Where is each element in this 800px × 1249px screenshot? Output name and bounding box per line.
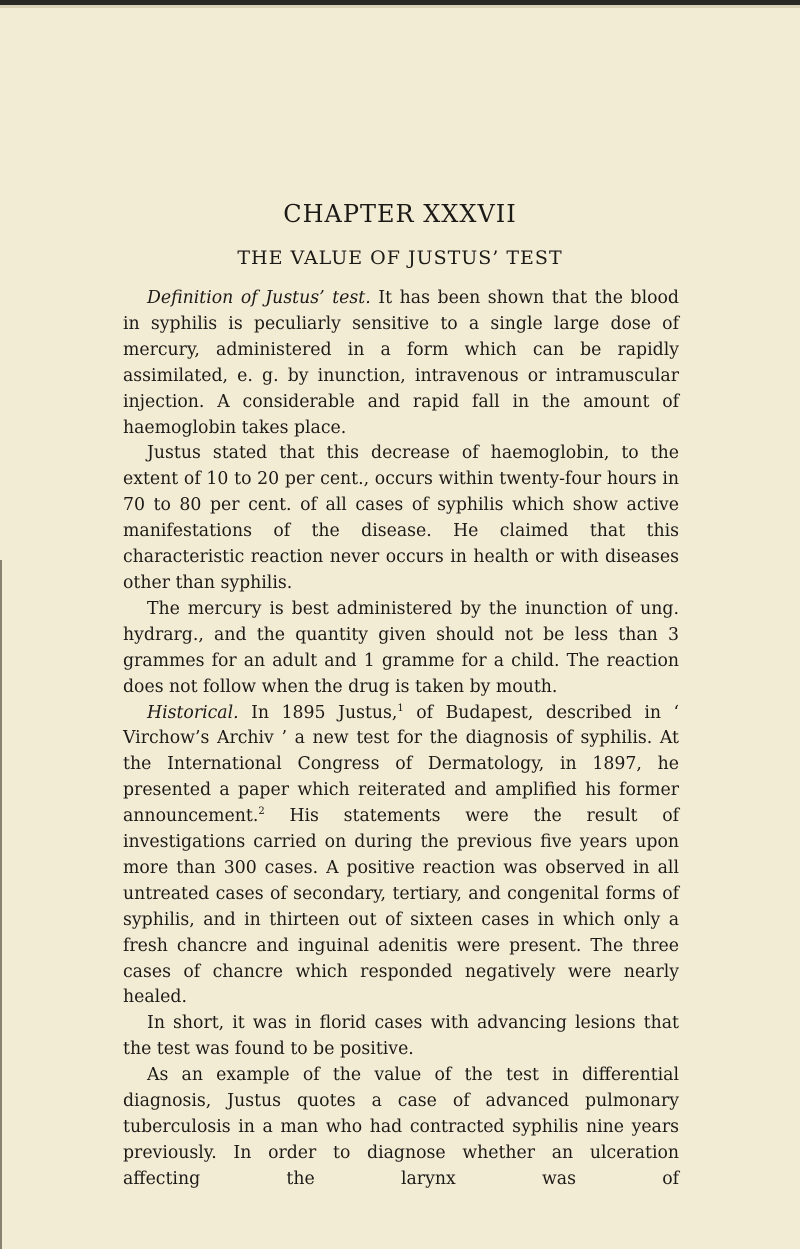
paragraph-historical bbox=[123, 701, 679, 1012]
paragraph-example bbox=[123, 1063, 679, 1193]
chapter-title: THE VALUE OF JUSTUS’ TEST bbox=[237, 247, 563, 269]
historical-run-in-heading: Historical. bbox=[147, 702, 239, 723]
definition-text: It has been shown that the blood in syphilis is peculiarly sensitive to a single large dose of mercury, administered in a form which can be rapidly assimilated, e. g. by inunction, intravenous or intramuscular injection. A considerable and rapid fall in the amount of haemoglobin takes place. bbox=[123, 288, 679, 438]
chapter-heading: CHAPTER XXXVII bbox=[283, 200, 517, 228]
justus-claim-text: Justus stated that this decrease of haemoglobin, to the extent of 10 to 20 per cent., occurs within twenty-four hours in 70 to 80 per cent. of all cases of syphilis which show active manifestations of the disease. He claimed that this characteristic reaction never occurs in health or with diseases other than syphilis. bbox=[123, 443, 679, 593]
paragraph-florid-cases bbox=[123, 1011, 679, 1063]
page-top-shadow bbox=[0, 5, 800, 8]
paragraph-justus-claim bbox=[123, 441, 679, 596]
paragraph-definition bbox=[123, 286, 679, 441]
example-text: As an example of the value of the test in differential diagnosis, Justus quotes a case of advanced pulmonary tuberculosis in a man who had contracted syphilis nine years previously. In order to diagnose whether an ulceration affecting the larynx was of bbox=[123, 1065, 679, 1189]
florid-cases-text: In short, it was in florid cases with advancing lesions that the test was found to be positive. bbox=[123, 1013, 679, 1060]
footnote-marker-2: 2 bbox=[258, 806, 265, 818]
historical-text-part-1: In 1895 Justus, bbox=[238, 702, 398, 723]
binding-gutter-line bbox=[0, 560, 2, 1249]
paragraph-administration bbox=[123, 597, 679, 701]
definition-run-in-heading: Definition of Justus’ test. bbox=[147, 288, 371, 308]
historical-text-part-2: of Budapest, described in ‘ Virchow’s Archiv ’ a new test for the diagnosis of syphilis. At the International Congress of Dermatology, in 1897, he presented a paper which reiterated and amplified his former announcement. bbox=[123, 702, 679, 827]
historical-text-part-3: His statements were the result of investigations carried on during the previous five years upon more than 300 cases. A positive reaction was observed in all untreated cases of secondary, tertiary, and congenital forms of syphilis, and in thirteen out of sixteen cases in which only a fresh chancre and inguinal adenitis were present. The three cases of chancre which responded negatively were nearly healed. bbox=[123, 806, 679, 1008]
footnote-marker-1: 1 bbox=[397, 702, 404, 714]
body-text bbox=[123, 286, 679, 1193]
administration-text: The mercury is best administered by the inunction of ung. hydrarg., and the quantity given should not be less than 3 grammes for an adult and 1 gramme for a child. The reaction does not follow when the drug is taken by mouth. bbox=[123, 598, 679, 697]
